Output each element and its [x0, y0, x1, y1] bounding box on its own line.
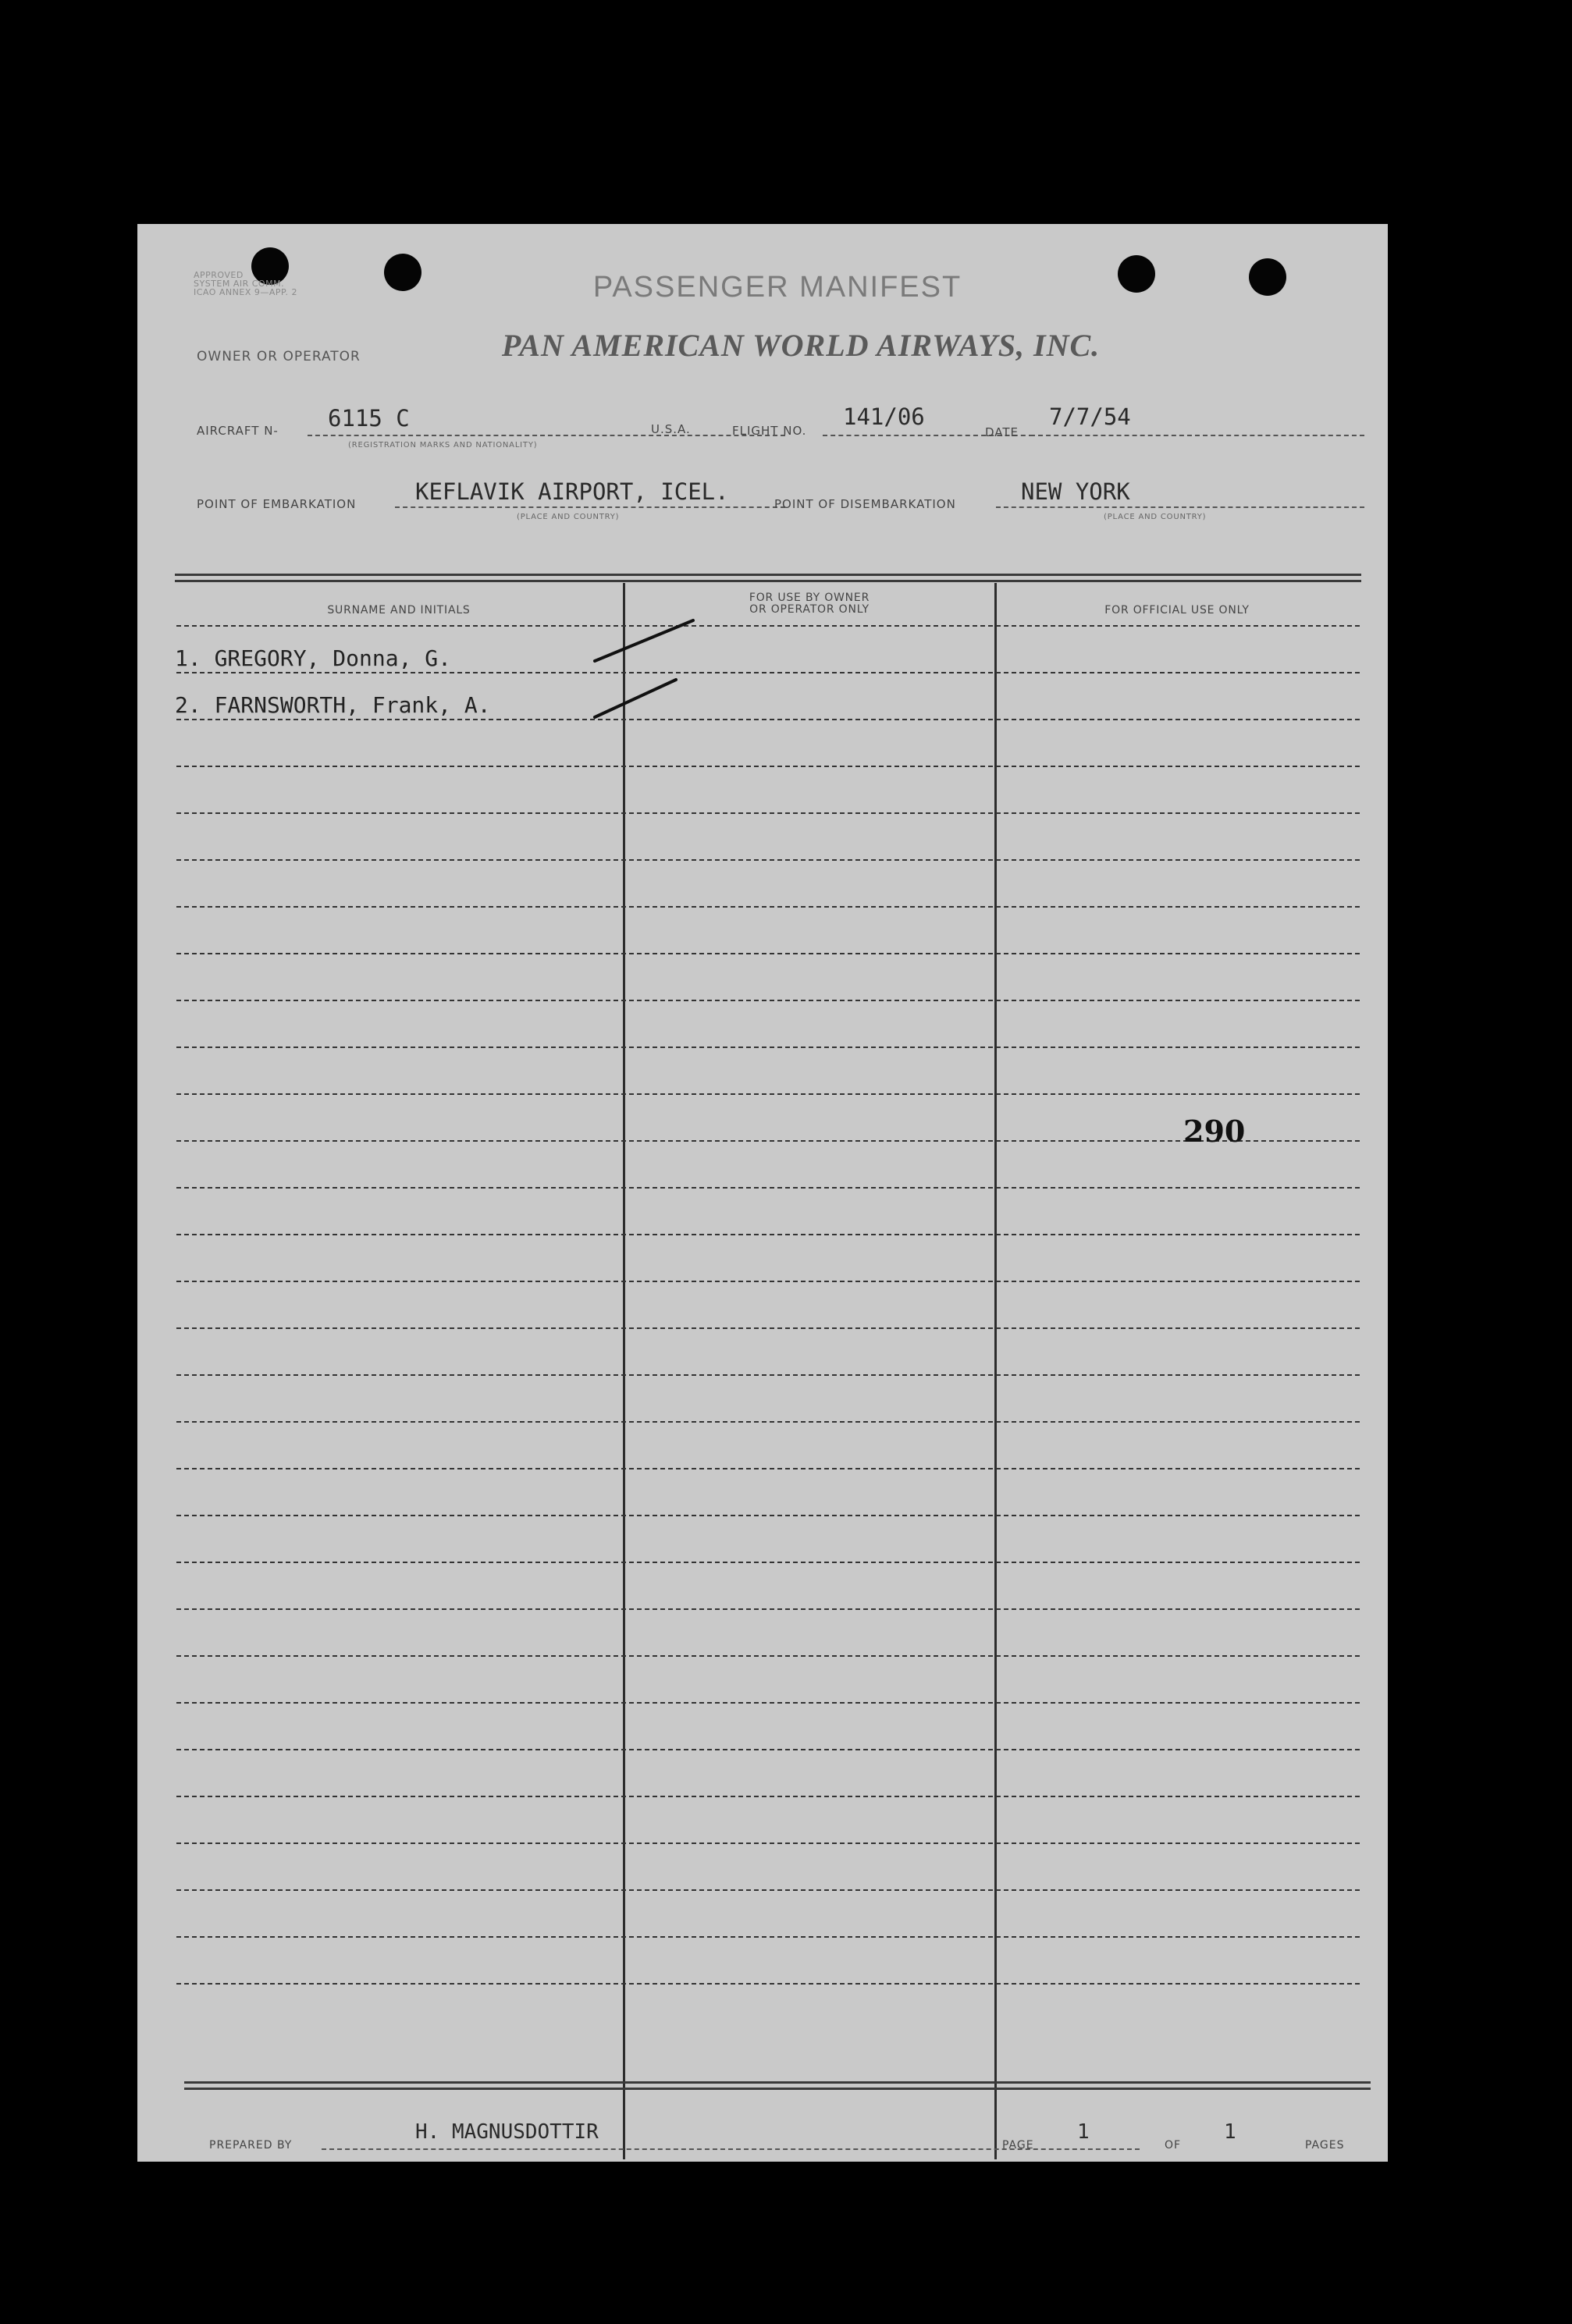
table-top-rule: [175, 580, 1361, 582]
place-note-disembarkation: (PLACE AND COUNTRY): [1104, 513, 1207, 521]
table-bottom-rule: [184, 2081, 1371, 2084]
aircraft-value: 6115 C: [328, 405, 410, 432]
table-row-line: [176, 1936, 1360, 1938]
table-row-line: [176, 1889, 1360, 1891]
table-bottom-rule: [184, 2088, 1371, 2090]
table-row-line: [176, 1421, 1360, 1423]
aircraft-underline: [308, 435, 785, 436]
check-mark: [592, 677, 701, 731]
check-mark: [592, 614, 701, 669]
table-row-line: [176, 1608, 1360, 1610]
official-use-column-header: FOR OFFICIAL USE ONLY: [1104, 604, 1250, 617]
date-label: DATE: [985, 425, 1019, 439]
table-row-line: [176, 1749, 1360, 1750]
owner-use-header-line: OR OPERATOR ONLY: [749, 603, 870, 616]
manifest-sheet: [137, 224, 1388, 2162]
disembarkation-value: NEW YORK: [1021, 478, 1130, 505]
page-title: PASSENGER MANIFEST: [592, 271, 962, 304]
embarkation-underline: [395, 506, 785, 508]
table-row-line: [176, 1468, 1360, 1469]
table-row-line: [176, 766, 1360, 767]
table-row-line: [176, 1374, 1360, 1376]
punch-hole: [1118, 255, 1155, 293]
table-row-line: [176, 1281, 1360, 1282]
table-row-line: [176, 1000, 1360, 1001]
pages-label: PAGES: [1305, 2139, 1345, 2152]
passenger-entry: 1. GREGORY, Donna, G.: [175, 645, 452, 671]
passenger-entry: 2. FARNSWORTH, Frank, A.: [175, 692, 491, 718]
table-row-line: [176, 1093, 1360, 1095]
punch-hole: [1249, 258, 1286, 296]
owner-label: OWNER OR OPERATOR: [197, 349, 361, 364]
official-stamp-number: 290: [1183, 1114, 1246, 1149]
table-row-line: [176, 1327, 1360, 1329]
table-row-line: [176, 1983, 1360, 1985]
approval-line: SYSTEM AIR COMM.: [194, 279, 285, 289]
page-number: 1: [1077, 2120, 1090, 2144]
table-row-line: [176, 859, 1360, 861]
table-row-line: [176, 1234, 1360, 1235]
embarkation-label: POINT OF EMBARKATION: [197, 497, 357, 511]
registration-note: (REGISTRATION MARKS AND NATIONALITY): [348, 441, 538, 450]
disembarkation-underline: [996, 506, 1364, 508]
column-divider: [994, 583, 997, 2159]
table-row-line: [176, 1187, 1360, 1189]
table-row-line: [176, 1515, 1360, 1516]
table-row-line: [176, 1796, 1360, 1797]
disembarkation-label: POINT OF DISEMBARKATION: [774, 497, 956, 511]
table-row-line: [176, 953, 1360, 954]
approval-line: APPROVED: [194, 270, 244, 280]
table-row-line: [176, 1842, 1360, 1844]
table-row-line: [176, 1140, 1360, 1142]
aircraft-label: AIRCRAFT N-: [197, 424, 279, 438]
table-top-rule: [175, 574, 1361, 576]
flight-number: 141/06: [843, 403, 925, 430]
prepared-by-label: PREPARED BY: [209, 2139, 293, 2152]
approval-line: ICAO ANNEX 9—APP. 2: [194, 287, 297, 297]
punch-hole: [384, 254, 421, 291]
flight-date: 7/7/54: [1049, 403, 1131, 430]
table-row-line: [176, 1047, 1360, 1048]
date-underline: [1030, 435, 1364, 436]
of-label: OF: [1165, 2139, 1182, 2152]
table-row-line: [176, 625, 1360, 627]
table-row-line: [176, 906, 1360, 908]
column-divider: [623, 583, 625, 2159]
page-label: PAGE: [1002, 2139, 1034, 2152]
usa-label: U.S.A.: [651, 422, 691, 436]
prepared-by-value: H. MAGNUSDOTTIR: [415, 2120, 599, 2144]
table-row-line: [176, 812, 1360, 814]
surname-column-header: SURNAME AND INITIALS: [327, 604, 471, 617]
table-row-line: [176, 719, 1360, 720]
owner-use-column-header: [626, 592, 993, 616]
embarkation-value: KEFLAVIK AIRPORT, ICEL.: [415, 478, 729, 505]
table-row-line: [176, 1702, 1360, 1704]
operator-name: PAN AMERICAN WORLD AIRWAYS, INC.: [501, 328, 1101, 363]
table-row-line: [176, 672, 1360, 673]
flight-label: FLIGHT NO.: [732, 424, 807, 438]
approval-note: [194, 271, 297, 297]
table-row-line: [176, 1655, 1360, 1657]
place-note-embarkation: (PLACE AND COUNTRY): [517, 513, 620, 521]
total-pages: 1: [1224, 2120, 1236, 2144]
table-row-line: [176, 1562, 1360, 1563]
owner-use-header-line: FOR USE BY OWNER: [749, 592, 870, 604]
